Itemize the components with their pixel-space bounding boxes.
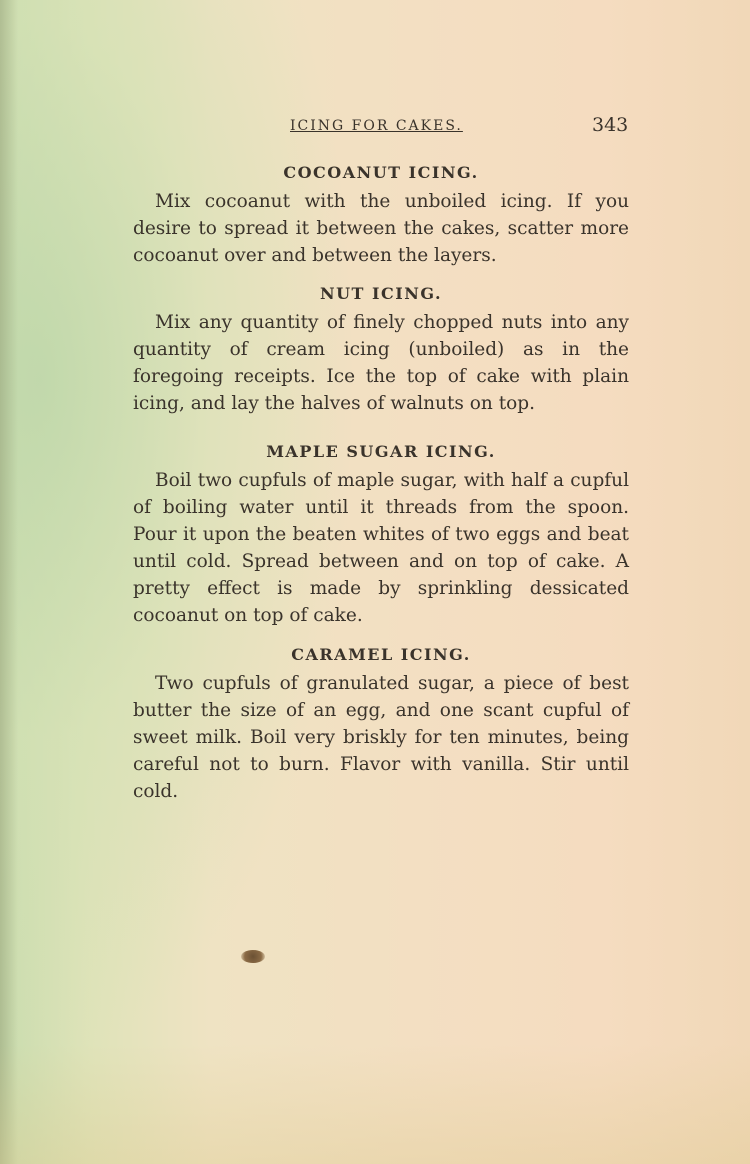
section-heading: MAPLE SUGAR ICING.	[266, 442, 496, 461]
page-number: 343	[592, 114, 629, 136]
section-body: Two cupfuls of granulated sugar, a piece of best butter the size of an egg, and one scant cupful of sweet milk. Boil very briskly for ten minutes, being careful not to burn. Flavor with vanilla. Stir until cold.	[133, 673, 629, 802]
section-heading: NUT ICING.	[319, 284, 443, 303]
section-cocoanut-icing	[133, 158, 629, 269]
section-caramel-icing	[133, 640, 629, 805]
section-body: Mix cocoanut with the unboiled icing. If you desire to spread it between the cakes, scatter more cocoanut over and between the layers.	[133, 191, 629, 266]
section-maple-sugar-icing	[133, 437, 629, 629]
section-nut-icing	[133, 279, 629, 417]
ink-spot	[241, 950, 265, 963]
section-heading: CARAMEL ICING.	[291, 645, 471, 664]
section-body: Mix any quantity of finely chopped nuts into any quantity of cream icing (unboiled) as in the foregoing receipts. Ice the top of cake with plain icing, and lay the halves of walnuts on top.	[133, 312, 629, 414]
running-head: ICING FOR CAKES.	[290, 118, 463, 134]
section-heading: COCOANUT ICING.	[283, 163, 479, 182]
page-stain	[0, 1044, 750, 1164]
section-body: Boil two cupfuls of maple sugar, with half a cupful of boiling water until it threads from the spoon. Pour it upon the beaten whites of two eggs and beat until cold. Spread between and on top of cake. A pretty effect is made by sprinkling dessicated cocoanut on top of cake.	[133, 470, 629, 626]
page-edge-shadow	[0, 0, 18, 1164]
